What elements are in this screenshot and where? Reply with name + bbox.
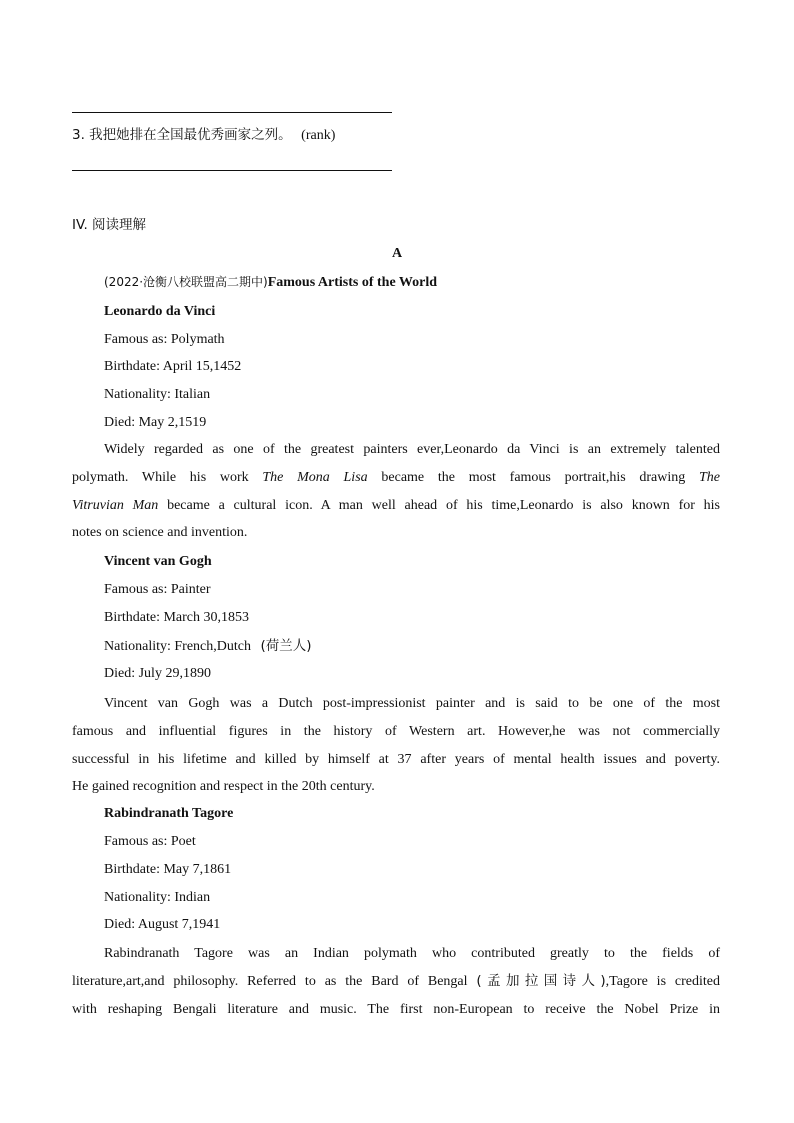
paragraph-text: polymath. While his work bbox=[72, 469, 263, 485]
question-3 bbox=[72, 125, 335, 146]
paragraph-line: with reshaping Bengali literature and music. The first non-European to receive the Nobel Prize in bbox=[72, 1001, 720, 1017]
artist-famous-as: Famous as: Polymath bbox=[104, 332, 225, 347]
paragraph-line: Widely regarded as one of the greatest painters ever,Leonardo da Vinci is an extremely talented bbox=[104, 442, 720, 457]
artist-famous-as: Famous as: Painter bbox=[104, 582, 211, 597]
paragraph-line bbox=[72, 464, 720, 492]
paragraph-line: famous and influential figures in the history of Western art. However,he was not commercially bbox=[72, 723, 720, 739]
artist-name: Vincent van Gogh bbox=[104, 554, 212, 569]
artist-nationality: Nationality: Italian bbox=[104, 387, 211, 402]
paragraph-line: notes on science and invention. bbox=[72, 525, 248, 541]
answer-line-3 bbox=[72, 170, 392, 171]
question-3-text: 3. 我把她排在全国最优秀画家之列。 bbox=[72, 127, 292, 143]
artist-name: Rabindranath Tagore bbox=[104, 806, 234, 821]
passage-label: A bbox=[391, 246, 403, 261]
artwork-title: The Mona Lisa bbox=[262, 469, 368, 485]
paragraph-note: (孟加拉国诗人) bbox=[476, 972, 606, 989]
artist-nationality bbox=[104, 636, 312, 657]
artist-paragraph bbox=[72, 436, 720, 547]
section-title: IV. 阅读理解 bbox=[72, 217, 147, 233]
passage-heading bbox=[104, 272, 437, 293]
artist-died: Died: August 7,1941 bbox=[104, 917, 221, 932]
artist-paragraph bbox=[72, 690, 720, 801]
paragraph-line: Vincent van Gogh was a Dutch post-impressionist painter and is said to be one of the most bbox=[104, 696, 720, 711]
artist-died: Died: May 2,1519 bbox=[104, 415, 207, 430]
nationality-note: (荷兰人) bbox=[260, 638, 312, 654]
artist-died: Died: July 29,1890 bbox=[104, 666, 211, 681]
artist-paragraph bbox=[72, 940, 720, 1023]
paragraph-line: He gained recognition and respect in the 20th century. bbox=[72, 779, 375, 795]
paragraph-text: became the most famous portrait,his drawing bbox=[367, 469, 699, 485]
paragraph-line bbox=[72, 968, 720, 996]
passage-source: (2022·沧衡八校联盟高二期中) bbox=[104, 275, 268, 289]
question-3-hint: (rank) bbox=[301, 128, 336, 143]
paragraph-text: became a cultural icon. A man well ahead of his time,Leonardo is also known for his bbox=[167, 497, 721, 513]
artwork-title: Vitruvian Man bbox=[72, 497, 159, 513]
paragraph-line: Rabindranath Tagore was an Indian polymath who contributed greatly to the fields of bbox=[104, 946, 720, 961]
artist-nationality: Nationality: Indian bbox=[104, 890, 211, 905]
nationality-text: Nationality: French,Dutch bbox=[104, 639, 251, 654]
artist-birthdate: Birthdate: March 30,1853 bbox=[104, 610, 250, 625]
artist-birthdate: Birthdate: April 15,1452 bbox=[104, 359, 242, 374]
artwork-title: The bbox=[699, 469, 720, 485]
artist-birthdate: Birthdate: May 7,1861 bbox=[104, 862, 232, 877]
paragraph-text: literature,art,and philosophy. Referred to as the Bard of Bengal bbox=[72, 973, 477, 989]
paragraph-line bbox=[72, 492, 720, 520]
paragraph-line: successful in his lifetime and killed by himself at 37 after years of mental health issues and poverty. bbox=[72, 751, 720, 767]
artist-name: Leonardo da Vinci bbox=[104, 304, 216, 319]
paragraph-text: ,Tagore is credited bbox=[605, 973, 720, 989]
artist-famous-as: Famous as: Poet bbox=[104, 834, 196, 849]
passage-title: Famous Artists of the World bbox=[267, 275, 438, 290]
answer-line-2 bbox=[72, 112, 392, 113]
